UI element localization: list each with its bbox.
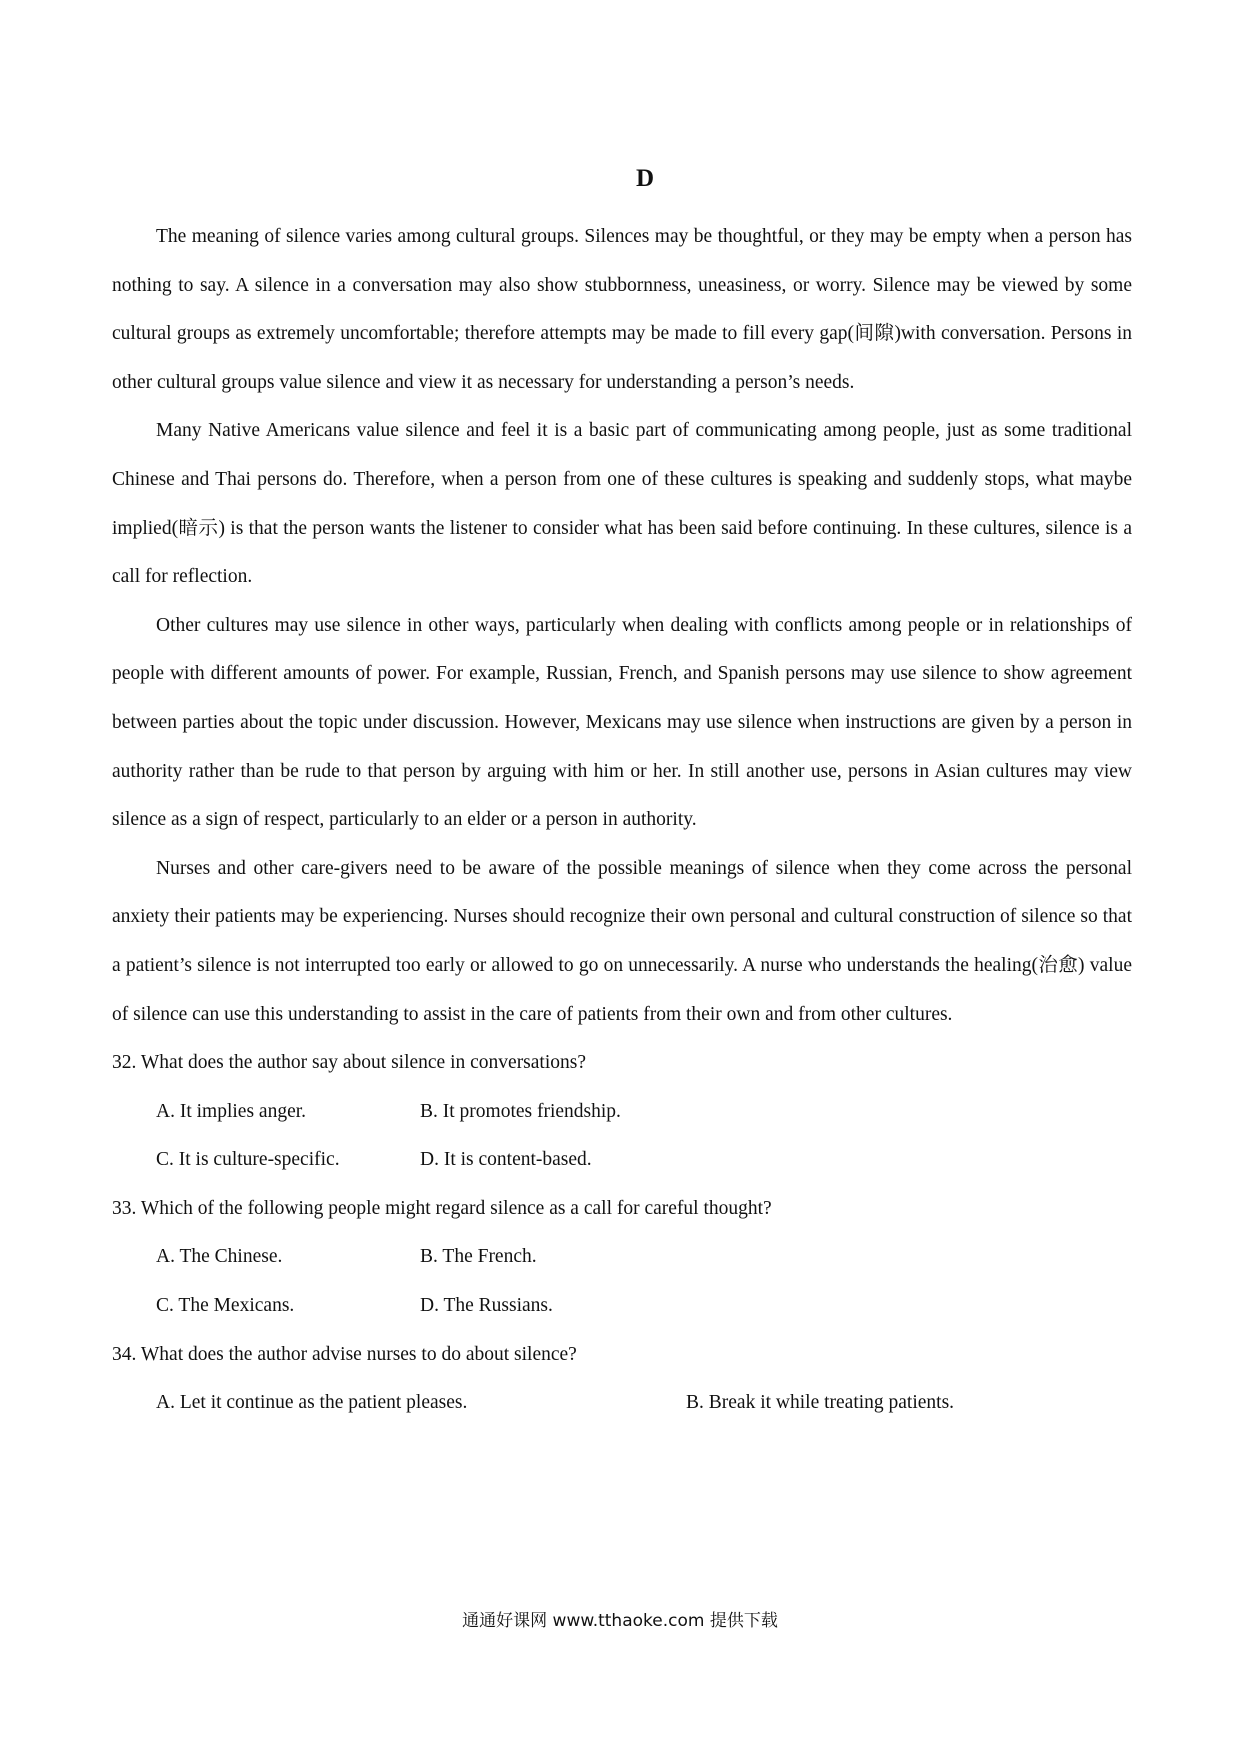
question-33 [112, 1185, 1132, 1331]
question-stem: 33. Which of the following people might regard silence as a call for careful thought? [112, 1197, 772, 1219]
option-d: D. It is content-based. [420, 1149, 592, 1171]
passage-paragraph-3: Other cultures may use silence in other ways, particularly when dealing with conflicts among people or in relationships of people with different amounts of power. For example, Russian, French, and Spanish persons may use silence to show agreement between parties about the topic under discussion. However, Mexicans may use silence when instructions are given by a person in authority rather than be rude to that person by arguing with him or her. In still another use, persons in Asian cultures may view silence as a sign of respect, particularly to an elder or a person in authority. [112, 614, 1132, 831]
option-c: C. It is culture-specific. [156, 1149, 340, 1171]
passage-paragraph-2: Many Native Americans value silence and feel it is a basic part of communicating among people, just as some traditional Chinese and Thai persons do. Therefore, when a person from one of these cultures is speaking and suddenly stops, what maybe implied(暗示) is that the person wants the listener to consider what has been said before continuing. In these cultures, silence is a call for reflection. [112, 420, 1132, 588]
passage-paragraph-4: Nurses and other care-givers need to be aware of the possible meanings of silence when they come across the personal anxiety their patients may be experiencing. Nurses should recognize their own personal and cultural construction of silence so that a patient’s silence is not interrupted too early or allowed to go on unnecessarily. A nurse who understands the healing(治愈) value of silence can use this understanding to assist in the care of patients from their own and from other cultures. [112, 857, 1132, 1025]
option-a: A. It implies anger. [156, 1100, 307, 1122]
option-row [156, 1136, 1132, 1185]
question-stem: 34. What does the author advise nurses to do about silence? [112, 1343, 577, 1365]
option-a: A. Let it continue as the patient pleases. [156, 1392, 468, 1414]
question-34 [112, 1331, 1132, 1428]
passage-paragraph-1: The meaning of silence varies among cultural groups. Silences may be thoughtful, or they may be empty when a person has nothing to say. A silence in a conversation may also show stubbornness, uneasiness, or worry. Silence may be viewed by some cultural groups as extremely uncomfortable; therefore attempts may be made to fill every gap(间隙)with conversation. Persons in other cultural groups value silence and view it as necessary for understanding a person’s needs. [112, 226, 1132, 393]
page-footer: 通通好课网 www.tthaoke.com 提供下载 [462, 1611, 778, 1631]
option-a: A. The Chinese. [156, 1246, 283, 1268]
option-row [156, 1088, 1132, 1137]
question-32 [112, 1039, 1132, 1185]
section-title: D [635, 165, 655, 192]
option-d: D. The Russians. [420, 1295, 553, 1317]
reading-passage [112, 213, 1132, 1428]
option-row [156, 1282, 1132, 1331]
option-b: B. The French. [420, 1246, 537, 1268]
option-row [156, 1379, 1132, 1428]
option-row [156, 1233, 1132, 1282]
option-b: B. Break it while treating patients. [686, 1392, 955, 1414]
question-stem: 32. What does the author say about silence in conversations? [112, 1052, 587, 1074]
option-c: C. The Mexicans. [156, 1295, 295, 1317]
option-b: B. It promotes friendship. [420, 1100, 621, 1122]
